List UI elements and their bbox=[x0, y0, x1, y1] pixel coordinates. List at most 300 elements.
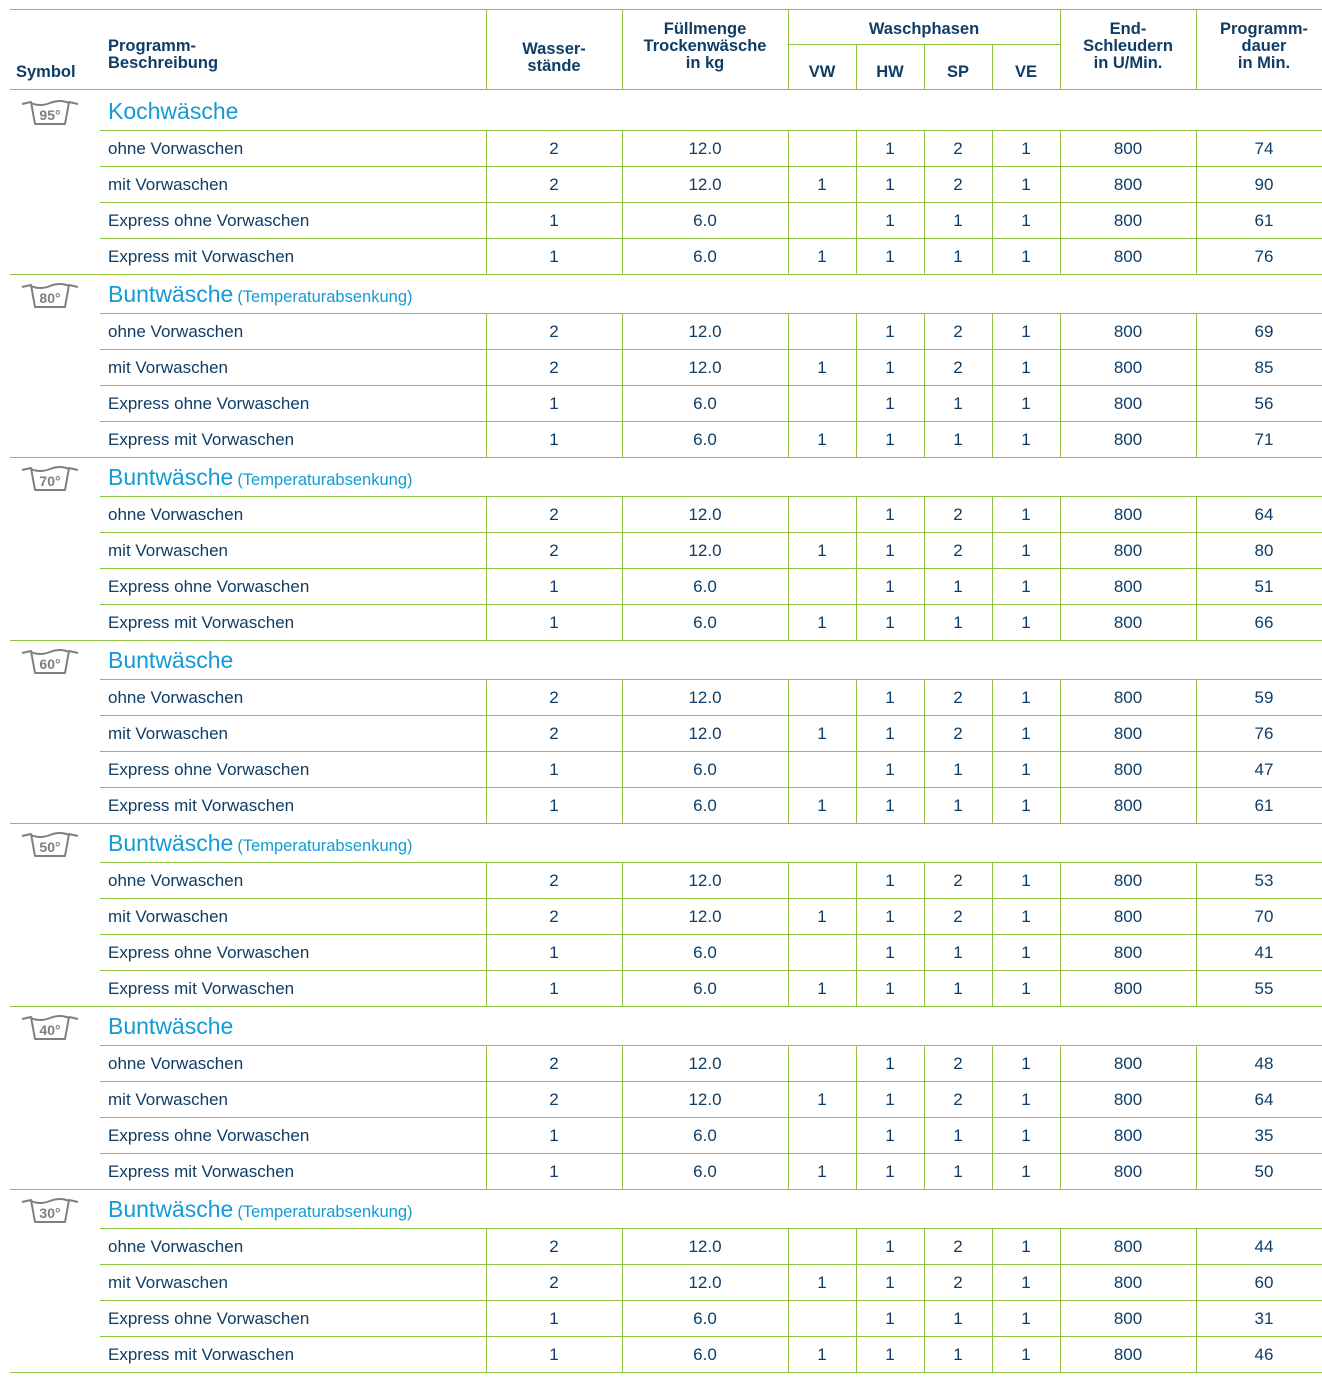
column-divider bbox=[788, 130, 789, 167]
cell-ve: 1 bbox=[1021, 139, 1031, 158]
column-divider bbox=[1196, 679, 1197, 716]
column-divider bbox=[856, 679, 857, 716]
column-divider bbox=[486, 1153, 487, 1190]
header-divider bbox=[924, 44, 925, 89]
cell-fill: 6.0 bbox=[693, 979, 717, 998]
cell-water: 1 bbox=[549, 796, 559, 815]
cell-ve: 1 bbox=[1021, 505, 1031, 524]
cell-vw: 1 bbox=[817, 1162, 827, 1181]
wash-temperature-label: 70° bbox=[39, 473, 61, 489]
column-divider bbox=[992, 568, 993, 605]
cell-spin: 800 bbox=[1113, 979, 1143, 998]
column-divider bbox=[856, 787, 857, 824]
column-divider bbox=[1196, 1153, 1197, 1190]
column-divider bbox=[1196, 130, 1197, 167]
column-divider bbox=[1060, 970, 1061, 1007]
cell-spin: 800 bbox=[1113, 796, 1143, 815]
column-divider bbox=[622, 532, 623, 569]
cell-spin: 800 bbox=[1113, 1162, 1143, 1181]
wash-temperature-label: 80° bbox=[39, 290, 61, 306]
section-rule bbox=[10, 457, 1322, 458]
column-divider bbox=[924, 202, 925, 239]
cell-hw: 1 bbox=[885, 322, 895, 341]
column-divider bbox=[924, 970, 925, 1007]
cell-duration: 61 bbox=[1254, 211, 1274, 230]
column-divider bbox=[486, 604, 487, 641]
header-top-rule bbox=[10, 9, 1322, 10]
cell-duration: 55 bbox=[1254, 979, 1274, 998]
header-duration: Programm- dauer in Min. bbox=[1219, 20, 1309, 72]
cell-sp: 2 bbox=[953, 541, 963, 560]
wash-temperature-icon bbox=[20, 98, 80, 128]
column-divider bbox=[856, 751, 857, 788]
cell-vw: 1 bbox=[817, 796, 827, 815]
cell-fill: 12.0 bbox=[688, 907, 722, 926]
column-divider bbox=[924, 715, 925, 752]
column-divider bbox=[486, 970, 487, 1007]
wash-temperature-icon bbox=[20, 1013, 80, 1043]
column-divider bbox=[622, 1336, 623, 1373]
wash-temperature-label: 95° bbox=[39, 107, 61, 123]
column-divider bbox=[1060, 679, 1061, 716]
cell-water: 2 bbox=[549, 907, 559, 926]
wash-temperature-label: 50° bbox=[39, 839, 61, 855]
column-divider bbox=[788, 1336, 789, 1373]
column-divider bbox=[622, 1228, 623, 1265]
column-divider bbox=[924, 934, 925, 971]
column-divider bbox=[856, 1300, 857, 1337]
column-divider bbox=[1060, 313, 1061, 350]
cell-fill: 6.0 bbox=[693, 943, 717, 962]
column-divider bbox=[1196, 1228, 1197, 1265]
column-divider bbox=[622, 1081, 623, 1118]
column-divider bbox=[622, 313, 623, 350]
cell-sp: 2 bbox=[953, 1237, 963, 1256]
cell-spin: 800 bbox=[1113, 871, 1143, 890]
column-divider bbox=[924, 862, 925, 899]
cell-vw: 1 bbox=[817, 979, 827, 998]
cell-ve: 1 bbox=[1021, 175, 1031, 194]
column-divider bbox=[992, 202, 993, 239]
cell-sp: 2 bbox=[953, 724, 963, 743]
column-divider bbox=[622, 1045, 623, 1082]
cell-ve: 1 bbox=[1021, 1237, 1031, 1256]
cell-water: 2 bbox=[549, 1237, 559, 1256]
column-divider bbox=[622, 202, 623, 239]
wash-temperature-icon bbox=[20, 830, 80, 860]
cell-hw: 1 bbox=[885, 1126, 895, 1145]
cell-fill: 6.0 bbox=[693, 1309, 717, 1328]
cell-hw: 1 bbox=[885, 760, 895, 779]
section-rule bbox=[10, 823, 1322, 824]
cell-sp: 2 bbox=[953, 358, 963, 377]
cell-spin: 800 bbox=[1113, 322, 1143, 341]
row-description: ohne Vorwaschen bbox=[108, 1054, 244, 1073]
section-title-main: Buntwäsche bbox=[108, 281, 234, 307]
row-description: ohne Vorwaschen bbox=[108, 505, 244, 524]
column-divider bbox=[486, 496, 487, 533]
cell-sp: 2 bbox=[953, 1090, 963, 1109]
cell-duration: 44 bbox=[1254, 1237, 1274, 1256]
header-divider bbox=[788, 9, 789, 89]
column-divider bbox=[486, 715, 487, 752]
column-divider bbox=[1196, 568, 1197, 605]
cell-ve: 1 bbox=[1021, 322, 1031, 341]
column-divider bbox=[992, 1045, 993, 1082]
row-description: Express ohne Vorwaschen bbox=[108, 943, 310, 962]
column-divider bbox=[788, 1300, 789, 1337]
column-divider bbox=[622, 715, 623, 752]
cell-water: 1 bbox=[549, 394, 559, 413]
cell-sp: 1 bbox=[953, 613, 963, 632]
cell-vw bbox=[788, 131, 856, 167]
cell-vw: 1 bbox=[817, 430, 827, 449]
column-divider bbox=[856, 202, 857, 239]
cell-sp: 2 bbox=[953, 322, 963, 341]
cell-duration: 56 bbox=[1254, 394, 1274, 413]
cell-sp: 2 bbox=[953, 907, 963, 926]
cell-fill: 12.0 bbox=[688, 139, 722, 158]
cell-fill: 6.0 bbox=[693, 211, 717, 230]
section-title bbox=[108, 1191, 413, 1227]
cell-hw: 1 bbox=[885, 1345, 895, 1364]
wash-temperature-icon bbox=[20, 464, 80, 494]
column-divider bbox=[622, 568, 623, 605]
column-divider bbox=[924, 568, 925, 605]
column-divider bbox=[1196, 238, 1197, 275]
section-rule bbox=[10, 1372, 1322, 1373]
column-divider bbox=[486, 421, 487, 458]
header-divider bbox=[856, 44, 857, 89]
column-divider bbox=[1060, 349, 1061, 386]
column-divider bbox=[1196, 715, 1197, 752]
cell-ve: 1 bbox=[1021, 1054, 1031, 1073]
cell-vw: 1 bbox=[817, 1345, 827, 1364]
header-fill: Füllmenge Trockenwäsche in kg bbox=[643, 20, 767, 72]
cell-duration: 64 bbox=[1254, 505, 1274, 524]
cell-water: 1 bbox=[549, 979, 559, 998]
cell-spin: 800 bbox=[1113, 1345, 1143, 1364]
cell-duration: 66 bbox=[1254, 613, 1274, 632]
cell-water: 1 bbox=[549, 1345, 559, 1364]
cell-vw: 1 bbox=[817, 907, 827, 926]
cell-vw bbox=[788, 203, 856, 239]
column-divider bbox=[622, 787, 623, 824]
column-divider bbox=[622, 238, 623, 275]
column-divider bbox=[856, 1117, 857, 1154]
cell-fill: 12.0 bbox=[688, 724, 722, 743]
row-description: Express ohne Vorwaschen bbox=[108, 1126, 310, 1145]
column-divider bbox=[622, 604, 623, 641]
column-divider bbox=[486, 130, 487, 167]
cell-duration: 76 bbox=[1254, 247, 1274, 266]
row-description: Express ohne Vorwaschen bbox=[108, 211, 310, 230]
column-divider bbox=[486, 862, 487, 899]
section-rule bbox=[10, 1006, 1322, 1007]
header-divider bbox=[1196, 9, 1197, 89]
column-divider bbox=[924, 1264, 925, 1301]
cell-water: 2 bbox=[549, 322, 559, 341]
cell-water: 2 bbox=[549, 175, 559, 194]
column-divider bbox=[992, 532, 993, 569]
column-divider bbox=[622, 934, 623, 971]
cell-sp: 1 bbox=[953, 1345, 963, 1364]
header-divider bbox=[1060, 9, 1061, 89]
cell-hw: 1 bbox=[885, 796, 895, 815]
cell-ve: 1 bbox=[1021, 907, 1031, 926]
cell-sp: 1 bbox=[953, 1309, 963, 1328]
cell-ve: 1 bbox=[1021, 1273, 1031, 1292]
column-divider bbox=[788, 862, 789, 899]
cell-spin: 800 bbox=[1113, 1090, 1143, 1109]
cell-ve: 1 bbox=[1021, 613, 1031, 632]
cell-hw: 1 bbox=[885, 247, 895, 266]
column-divider bbox=[622, 130, 623, 167]
column-divider bbox=[788, 970, 789, 1007]
column-divider bbox=[856, 898, 857, 935]
cell-sp: 1 bbox=[953, 796, 963, 815]
cell-duration: 51 bbox=[1254, 577, 1274, 596]
cell-hw: 1 bbox=[885, 394, 895, 413]
column-divider bbox=[788, 496, 789, 533]
column-divider bbox=[1060, 1228, 1061, 1265]
column-divider bbox=[622, 898, 623, 935]
column-divider bbox=[992, 1153, 993, 1190]
cell-water: 2 bbox=[549, 871, 559, 890]
column-divider bbox=[1060, 787, 1061, 824]
column-divider bbox=[788, 751, 789, 788]
cell-spin: 800 bbox=[1113, 211, 1143, 230]
cell-fill: 12.0 bbox=[688, 688, 722, 707]
cell-spin: 800 bbox=[1113, 613, 1143, 632]
column-divider bbox=[1196, 1336, 1197, 1373]
column-divider bbox=[1060, 385, 1061, 422]
cell-sp: 2 bbox=[953, 1054, 963, 1073]
column-divider bbox=[992, 385, 993, 422]
cell-ve: 1 bbox=[1021, 1309, 1031, 1328]
cell-duration: 59 bbox=[1254, 688, 1274, 707]
cell-ve: 1 bbox=[1021, 430, 1031, 449]
cell-fill: 12.0 bbox=[688, 1273, 722, 1292]
cell-ve: 1 bbox=[1021, 1126, 1031, 1145]
column-divider bbox=[1196, 1081, 1197, 1118]
column-divider bbox=[486, 1264, 487, 1301]
row-description: mit Vorwaschen bbox=[108, 1090, 228, 1109]
column-divider bbox=[924, 385, 925, 422]
cell-ve: 1 bbox=[1021, 247, 1031, 266]
cell-vw bbox=[788, 935, 856, 971]
cell-hw: 1 bbox=[885, 211, 895, 230]
cell-water: 2 bbox=[549, 1273, 559, 1292]
cell-spin: 800 bbox=[1113, 724, 1143, 743]
cell-hw: 1 bbox=[885, 979, 895, 998]
cell-duration: 46 bbox=[1254, 1345, 1274, 1364]
cell-water: 1 bbox=[549, 1309, 559, 1328]
cell-duration: 85 bbox=[1254, 358, 1274, 377]
column-divider bbox=[856, 715, 857, 752]
cell-hw: 1 bbox=[885, 541, 895, 560]
column-divider bbox=[992, 238, 993, 275]
header-wash-phases: Waschphasen bbox=[868, 20, 980, 38]
cell-duration: 74 bbox=[1254, 139, 1274, 158]
cell-sp: 2 bbox=[953, 175, 963, 194]
column-divider bbox=[992, 1117, 993, 1154]
column-divider bbox=[788, 349, 789, 386]
column-divider bbox=[856, 385, 857, 422]
column-divider bbox=[1060, 604, 1061, 641]
cell-hw: 1 bbox=[885, 871, 895, 890]
cell-water: 2 bbox=[549, 724, 559, 743]
cell-spin: 800 bbox=[1113, 907, 1143, 926]
column-divider bbox=[788, 1081, 789, 1118]
column-divider bbox=[1196, 1045, 1197, 1082]
cell-hw: 1 bbox=[885, 430, 895, 449]
cell-duration: 53 bbox=[1254, 871, 1274, 890]
cell-fill: 6.0 bbox=[693, 1345, 717, 1364]
cell-fill: 12.0 bbox=[688, 1237, 722, 1256]
cell-ve: 1 bbox=[1021, 211, 1031, 230]
cell-fill: 12.0 bbox=[688, 1090, 722, 1109]
cell-hw: 1 bbox=[885, 505, 895, 524]
row-description: mit Vorwaschen bbox=[108, 358, 228, 377]
column-divider bbox=[924, 787, 925, 824]
column-divider bbox=[992, 166, 993, 203]
column-divider bbox=[1196, 934, 1197, 971]
cell-hw: 1 bbox=[885, 139, 895, 158]
row-description: mit Vorwaschen bbox=[108, 1273, 228, 1292]
column-divider bbox=[1060, 496, 1061, 533]
column-divider bbox=[486, 1300, 487, 1337]
cell-spin: 800 bbox=[1113, 1126, 1143, 1145]
column-divider bbox=[1060, 1045, 1061, 1082]
header-divider bbox=[992, 44, 993, 89]
section-title-main: Buntwäsche bbox=[108, 647, 234, 673]
column-divider bbox=[1196, 862, 1197, 899]
column-divider bbox=[1060, 1153, 1061, 1190]
column-divider bbox=[924, 604, 925, 641]
cell-spin: 800 bbox=[1113, 1309, 1143, 1328]
column-divider bbox=[622, 751, 623, 788]
column-divider bbox=[924, 313, 925, 350]
column-divider bbox=[924, 130, 925, 167]
cell-fill: 6.0 bbox=[693, 577, 717, 596]
wash-temperature-label: 60° bbox=[39, 656, 61, 672]
cell-hw: 1 bbox=[885, 175, 895, 194]
column-divider bbox=[1196, 751, 1197, 788]
cell-water: 1 bbox=[549, 1126, 559, 1145]
cell-ve: 1 bbox=[1021, 796, 1031, 815]
cell-sp: 1 bbox=[953, 943, 963, 962]
section-title bbox=[108, 276, 413, 312]
column-divider bbox=[924, 421, 925, 458]
cell-hw: 1 bbox=[885, 688, 895, 707]
column-divider bbox=[992, 934, 993, 971]
cell-fill: 6.0 bbox=[693, 1126, 717, 1145]
column-divider bbox=[486, 787, 487, 824]
cell-water: 1 bbox=[549, 1162, 559, 1181]
cell-duration: 41 bbox=[1254, 943, 1274, 962]
cell-duration: 90 bbox=[1254, 175, 1274, 194]
cell-ve: 1 bbox=[1021, 1090, 1031, 1109]
wash-temperature-label: 40° bbox=[39, 1022, 61, 1038]
column-divider bbox=[924, 1117, 925, 1154]
cell-fill: 6.0 bbox=[693, 760, 717, 779]
column-divider bbox=[486, 898, 487, 935]
cell-sp: 2 bbox=[953, 505, 963, 524]
cell-spin: 800 bbox=[1113, 505, 1143, 524]
cell-duration: 35 bbox=[1254, 1126, 1274, 1145]
column-divider bbox=[788, 385, 789, 422]
column-divider bbox=[1060, 568, 1061, 605]
column-divider bbox=[1196, 313, 1197, 350]
column-divider bbox=[924, 1045, 925, 1082]
cell-spin: 800 bbox=[1113, 139, 1143, 158]
cell-sp: 1 bbox=[953, 211, 963, 230]
cell-fill: 12.0 bbox=[688, 1054, 722, 1073]
cell-sp: 2 bbox=[953, 688, 963, 707]
column-divider bbox=[788, 202, 789, 239]
cell-spin: 800 bbox=[1113, 1237, 1143, 1256]
row-description: Express ohne Vorwaschen bbox=[108, 1309, 310, 1328]
column-divider bbox=[788, 166, 789, 203]
cell-hw: 1 bbox=[885, 907, 895, 926]
cell-vw bbox=[788, 569, 856, 605]
column-divider bbox=[1196, 787, 1197, 824]
column-divider bbox=[992, 751, 993, 788]
cell-water: 2 bbox=[549, 505, 559, 524]
column-divider bbox=[856, 1228, 857, 1265]
section-title-main: Buntwäsche bbox=[108, 1013, 234, 1039]
row-description: mit Vorwaschen bbox=[108, 175, 228, 194]
cell-ve: 1 bbox=[1021, 943, 1031, 962]
section-title bbox=[108, 642, 233, 678]
cell-vw: 1 bbox=[817, 1090, 827, 1109]
row-description: ohne Vorwaschen bbox=[108, 139, 244, 158]
wash-temperature-label: 30° bbox=[39, 1205, 61, 1221]
cell-vw bbox=[788, 680, 856, 716]
header-symbol: Symbol bbox=[16, 63, 76, 81]
header-ve: VE bbox=[1014, 63, 1037, 81]
cell-spin: 800 bbox=[1113, 688, 1143, 707]
cell-hw: 1 bbox=[885, 1273, 895, 1292]
column-divider bbox=[1060, 1117, 1061, 1154]
section-title-main: Buntwäsche bbox=[108, 830, 234, 856]
column-divider bbox=[992, 313, 993, 350]
row-description: Express mit Vorwaschen bbox=[108, 1345, 295, 1364]
column-divider bbox=[856, 1153, 857, 1190]
cell-sp: 1 bbox=[953, 430, 963, 449]
column-divider bbox=[924, 898, 925, 935]
cell-vw bbox=[788, 314, 856, 350]
column-divider bbox=[486, 1228, 487, 1265]
column-divider bbox=[1196, 166, 1197, 203]
column-divider bbox=[856, 532, 857, 569]
cell-sp: 1 bbox=[953, 394, 963, 413]
cell-vw bbox=[788, 497, 856, 533]
cell-vw bbox=[788, 1118, 856, 1154]
column-divider bbox=[856, 130, 857, 167]
cell-duration: 76 bbox=[1254, 724, 1274, 743]
column-divider bbox=[622, 1153, 623, 1190]
cell-vw: 1 bbox=[817, 724, 827, 743]
cell-sp: 1 bbox=[953, 1162, 963, 1181]
cell-spin: 800 bbox=[1113, 394, 1143, 413]
header-divider bbox=[622, 9, 623, 89]
row-description: Express ohne Vorwaschen bbox=[108, 760, 310, 779]
column-divider bbox=[924, 1081, 925, 1118]
cell-water: 2 bbox=[549, 358, 559, 377]
cell-sp: 1 bbox=[953, 979, 963, 998]
